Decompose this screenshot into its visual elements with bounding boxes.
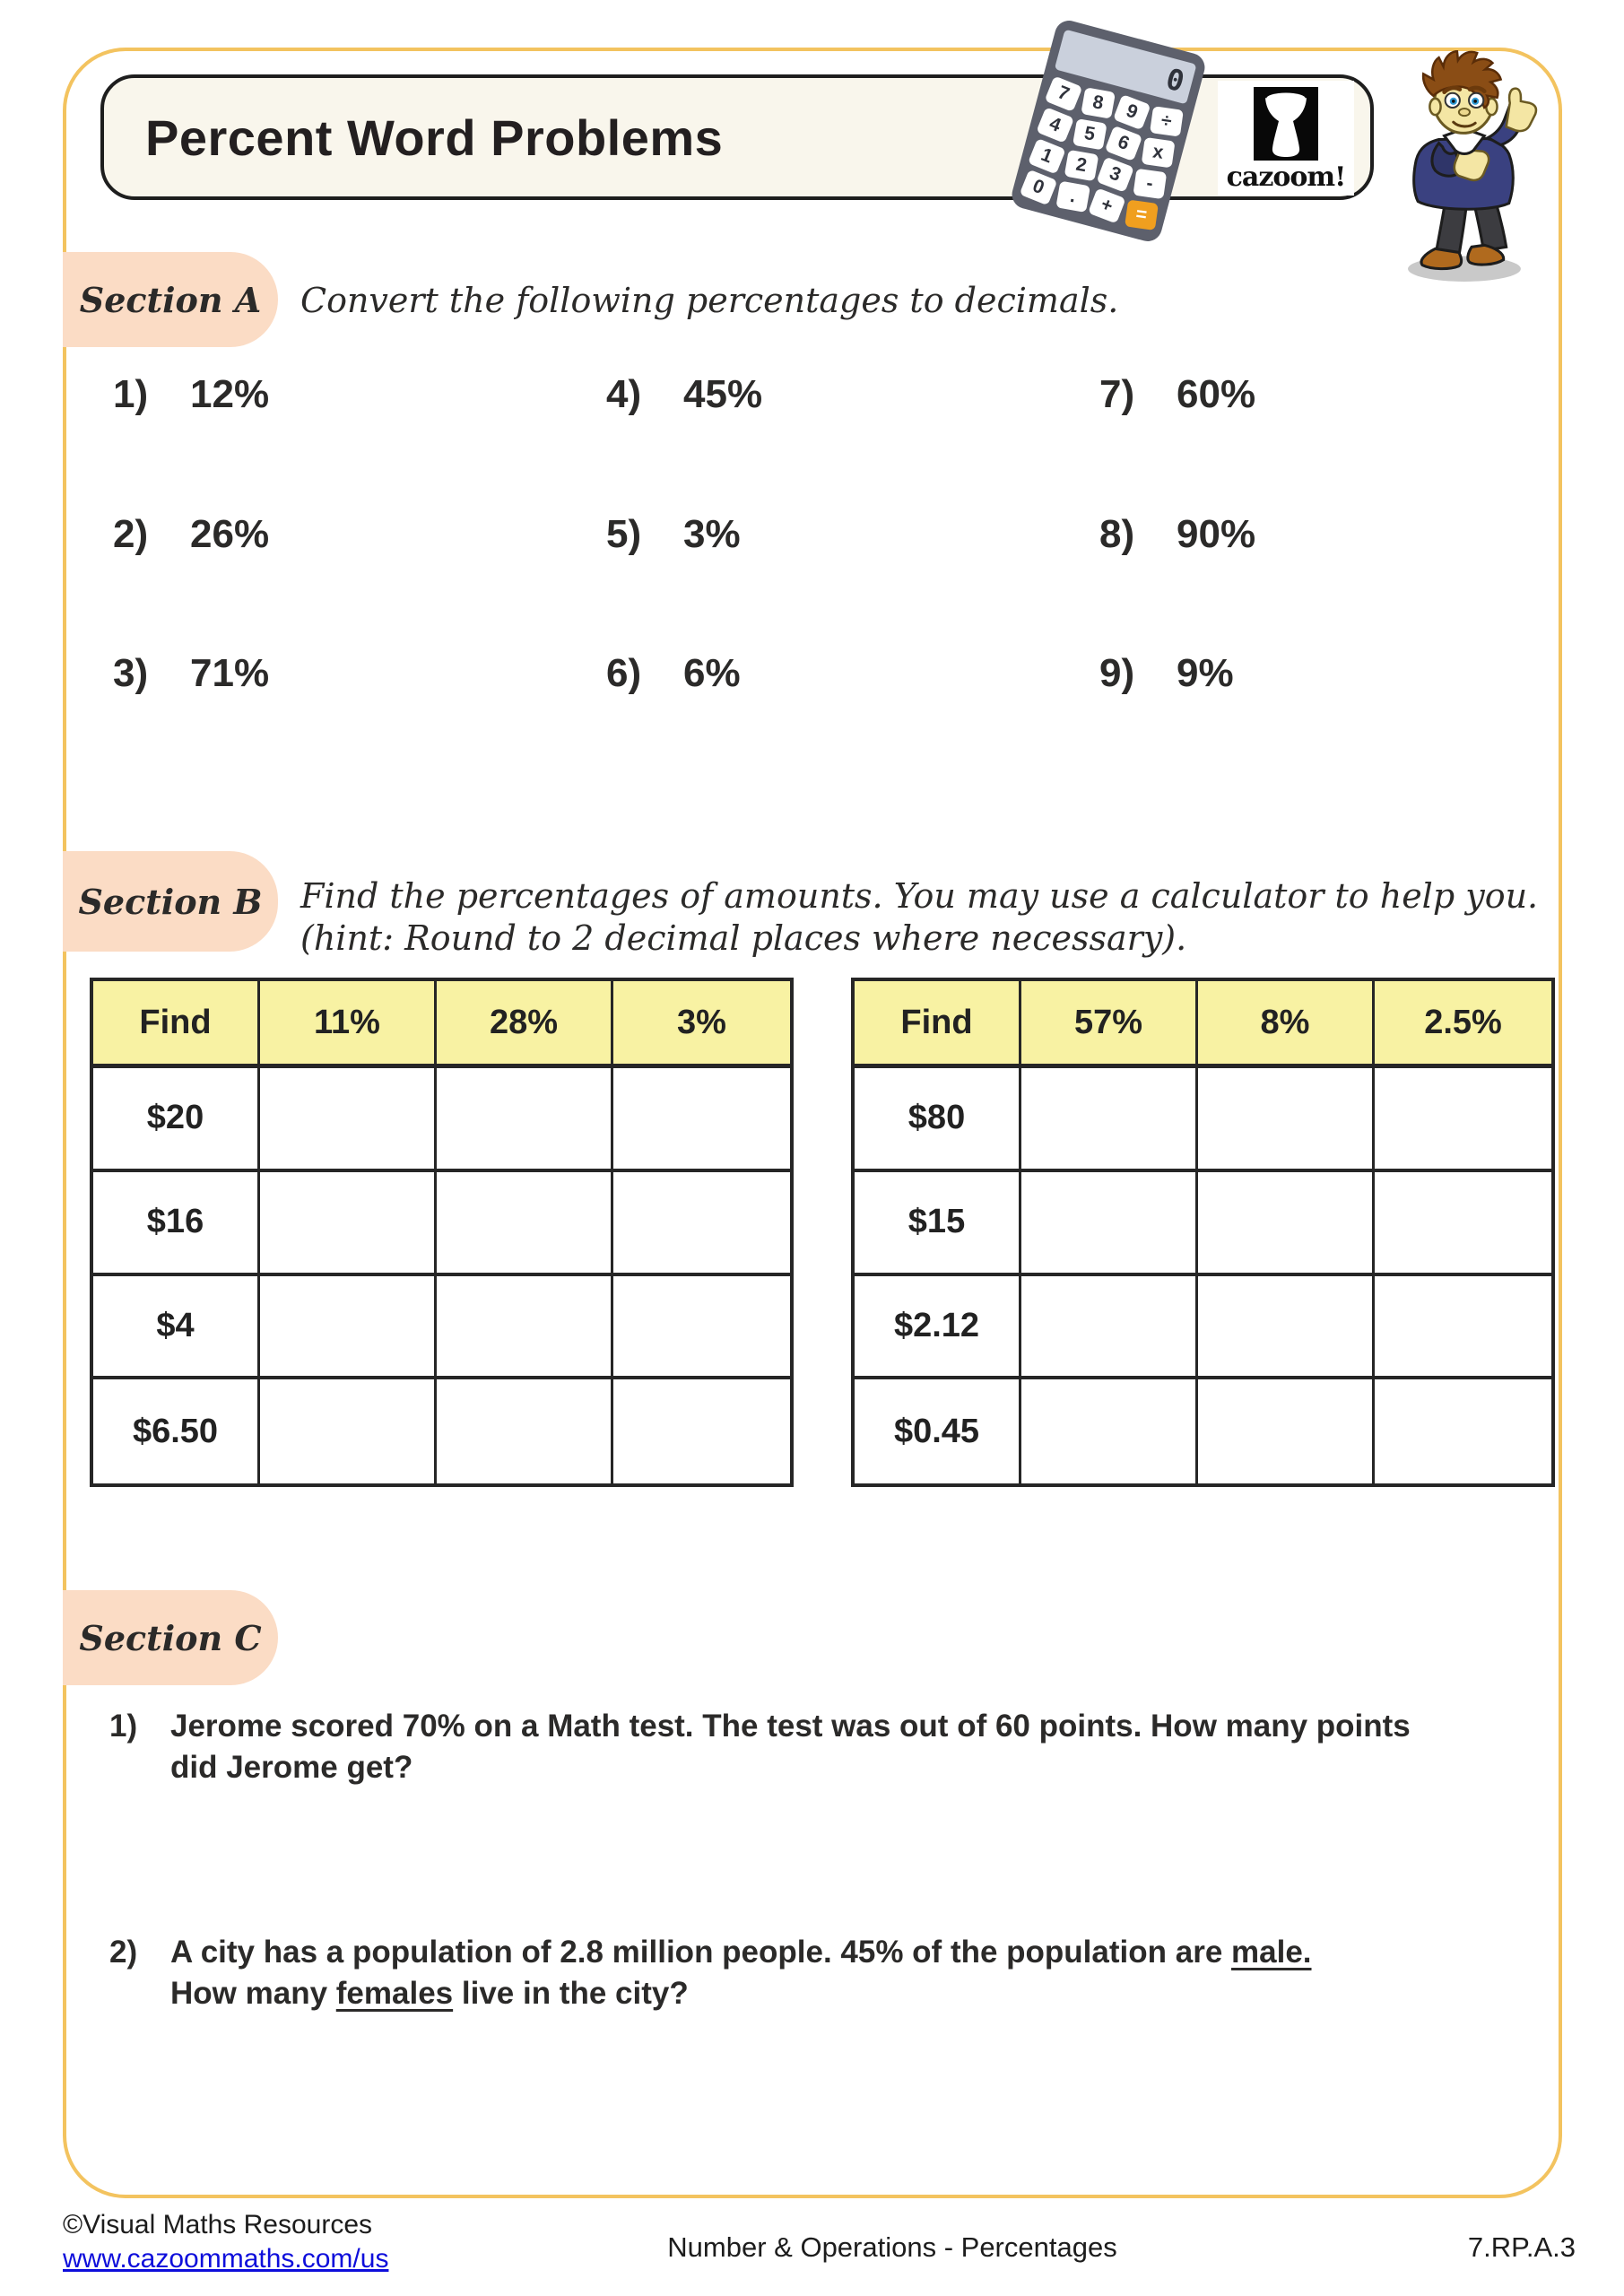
calculator-key-6: 6 (1105, 126, 1142, 161)
section-b-instruction (300, 875, 1538, 960)
amount-label: $6.50 (93, 1379, 260, 1483)
column-header: 11% (260, 981, 437, 1068)
answer-cell (1375, 1379, 1551, 1483)
calculator-key-7: 7 (1045, 75, 1082, 111)
calculator-key-divide: ÷ (1150, 106, 1183, 136)
answer-cell (613, 1276, 790, 1380)
problem-a8: 8) 90% (1099, 512, 1256, 556)
cazoom-logo (1218, 81, 1354, 196)
amount-label: $2.12 (855, 1276, 1021, 1380)
calculator-key-8: 8 (1081, 87, 1115, 118)
column-header: 28% (437, 981, 613, 1068)
answer-cell (437, 1172, 613, 1276)
section-c-problem-2 (109, 1932, 1526, 2014)
answer-cell (613, 1068, 790, 1172)
calculator-key-multiply: x (1141, 137, 1174, 168)
amount-label: $0.45 (855, 1379, 1021, 1483)
answer-cell (1375, 1068, 1551, 1172)
percent-table-left (90, 978, 794, 1487)
column-header: 8% (1198, 981, 1375, 1068)
column-header: 57% (1021, 981, 1198, 1068)
section-c-label: Section C (79, 1617, 262, 1658)
problem-number: 1) (109, 1709, 138, 1744)
answer-cell (260, 1276, 437, 1380)
mascot-boy-illustration (1392, 50, 1541, 285)
section-a-label: Section A (79, 279, 262, 320)
answer-cell (1198, 1172, 1375, 1276)
problem-a7: 7) 60% (1099, 372, 1256, 416)
answer-cell (260, 1068, 437, 1172)
section-a-instruction: Convert the following percentages to decimals. (300, 281, 1119, 320)
section-b-instruction-line2: (hint: Round to 2 decimal places where necessary). (300, 918, 1187, 958)
problem-a3: 3) 71% (113, 651, 270, 695)
page-title: Percent Word Problems (145, 109, 724, 166)
section-c-problem-1 (109, 1706, 1526, 1788)
problem-a5: 5) 3% (606, 512, 741, 556)
answer-cell (1021, 1379, 1198, 1483)
cazoom-logo-text: cazoom! (1226, 161, 1346, 193)
calculator-key-2: 2 (1064, 150, 1098, 181)
problem-text: A city has a population of 2.8 million people. 45% of the population are male. How many females live in the city? (170, 1935, 1312, 2011)
amount-label: $4 (93, 1276, 260, 1380)
calculator-key-1: 1 (1028, 138, 1065, 174)
calculator-key-9: 9 (1113, 94, 1151, 130)
footer-category: Number & Operations - Percentages (667, 2231, 1117, 2263)
problem-a9: 9) 9% (1099, 651, 1234, 695)
problem-a4: 4) 45% (606, 372, 763, 416)
answer-cell (1021, 1172, 1198, 1276)
answer-cell (1375, 1172, 1551, 1276)
answer-cell (1198, 1068, 1375, 1172)
copyright-text: ©Visual Maths Resources (63, 2210, 373, 2239)
answer-cell (260, 1172, 437, 1276)
problem-number: 2) (109, 1935, 138, 1970)
footer-left (63, 2208, 388, 2276)
answer-cell (437, 1276, 613, 1380)
calculator-key-decimal: . (1055, 180, 1090, 212)
amount-label: $16 (93, 1172, 260, 1276)
calculator-display: 0 (1055, 30, 1197, 105)
answer-cell (437, 1379, 613, 1483)
amount-label: $15 (855, 1172, 1021, 1276)
cazoom-link[interactable]: www.cazoommaths.com/us (63, 2244, 389, 2274)
percent-table-right (851, 978, 1555, 1487)
problem-a1: 1) 12% (113, 372, 270, 416)
calculator-key-5: 5 (1072, 118, 1106, 150)
standard-code: 7.RP.A.3 (1467, 2231, 1576, 2263)
calculator-key-plus: + (1088, 187, 1125, 223)
calculator-key-4: 4 (1036, 107, 1073, 143)
section-b-badge (63, 851, 278, 952)
section-c-badge (63, 1590, 278, 1685)
answer-cell (437, 1068, 613, 1172)
answer-cell (1021, 1276, 1198, 1380)
calculator-key-3: 3 (1096, 157, 1133, 193)
answer-cell (1021, 1068, 1198, 1172)
column-header: Find (93, 981, 260, 1068)
calculator-key-equals: = (1125, 199, 1158, 230)
calculator-key-minus: - (1133, 169, 1166, 199)
answer-cell (1375, 1276, 1551, 1380)
calculator-keypad (1020, 77, 1185, 232)
section-b-instruction-line1: Find the percentages of amounts. You may use a calculator to help you. (300, 876, 1539, 916)
answer-cell (260, 1379, 437, 1483)
answer-cell (1198, 1379, 1375, 1483)
answer-cell (1198, 1276, 1375, 1380)
problem-text: Jerome scored 70% on a Math test. The test was out of 60 points. How many points did Jerome get? (170, 1709, 1411, 1785)
calculator-key-0: 0 (1020, 170, 1057, 205)
section-a-badge (63, 252, 278, 347)
column-header: 2.5% (1375, 981, 1551, 1068)
section-b-label: Section B (78, 881, 263, 922)
amount-label: $20 (93, 1068, 260, 1172)
amount-label: $80 (855, 1068, 1021, 1172)
problem-a2: 2) 26% (113, 512, 270, 556)
answer-cell (613, 1379, 790, 1483)
drum-icon (1254, 87, 1318, 161)
column-header: Find (855, 981, 1021, 1068)
column-header: 3% (613, 981, 790, 1068)
answer-cell (613, 1172, 790, 1276)
problem-a6: 6) 6% (606, 651, 741, 695)
